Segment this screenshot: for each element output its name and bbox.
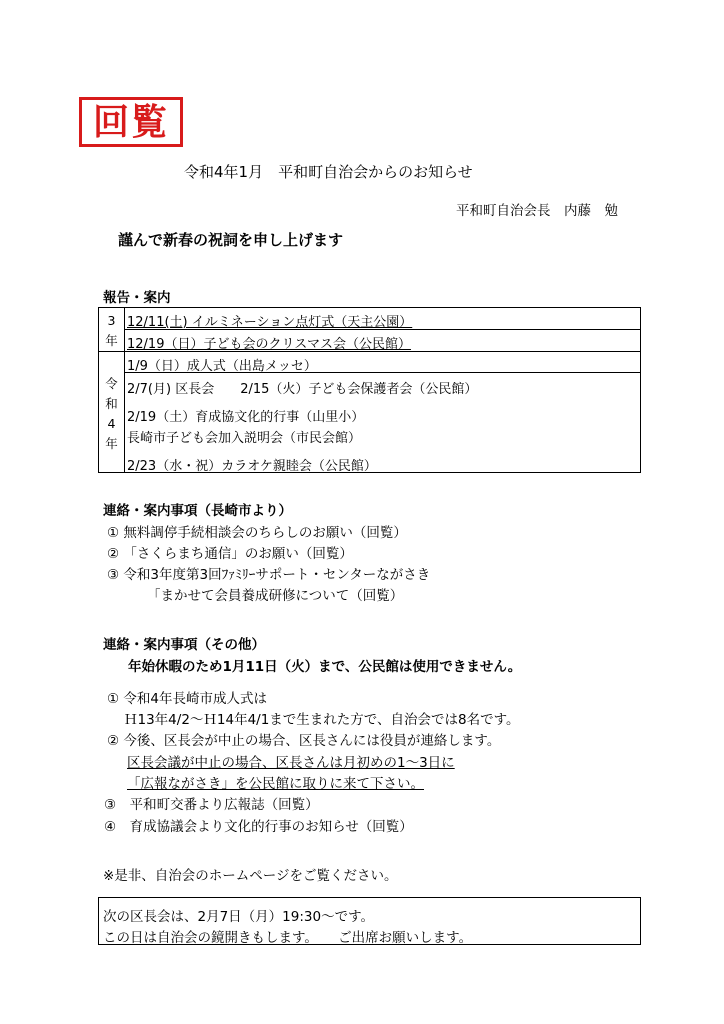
list-item: ③ 平和町交番より広報誌（回覧）	[104, 797, 319, 813]
new-year-greeting: 謹んで新春の祝詞を申し上げます	[118, 231, 344, 249]
report-heading: 報告・案内	[103, 290, 171, 306]
list-item: ② 「さくらまち通信」のお願い（回覧）	[107, 546, 353, 562]
event-row: 12/11(土) イルミネーション点灯式（天主公園）	[127, 315, 413, 330]
list-item: 「広報ながさき」を公民館に取りに来て下さい。	[127, 776, 424, 792]
list-item: ④ 育成協議会より文化的行事のお知らせ（回覧）	[104, 819, 413, 835]
event-row: 長崎市子ども会加入説明会（市民会館）	[127, 431, 362, 446]
event-row: 2/7(月) 区長会 2/15（火）子ども会保護者会（公民館）	[127, 382, 478, 397]
kairan-stamp: 回覧	[79, 97, 183, 147]
next-meeting-box	[98, 897, 641, 945]
page-title: 令和4年1月 平和町自治会からのお知らせ	[184, 163, 473, 181]
next-meeting-line: この日は自治会の鏡開きもします。 ご出席お願いします。	[103, 930, 473, 946]
list-item: Ｈ13年4/2～Ｈ14年4/1まで生まれた方で、自治会では8名です。	[124, 712, 520, 728]
event-row: 12/19（日）子ども会のクリスマス会（公民館）	[127, 337, 411, 352]
event-row: 2/23（水・祝）カラオケ親睦会（公民館）	[127, 459, 377, 474]
list-item: 区長会議が中止の場合、区長さんは月初めの1～3日に	[127, 755, 455, 771]
list-item: ① 令和4年長崎市成人式は	[107, 691, 267, 707]
report-table	[98, 307, 641, 473]
year-3-label: 3 年	[105, 313, 118, 348]
list-item: 「まかせて会員養成研修について（回覧）	[147, 588, 404, 604]
event-row: 2/19（土）育成協文化的行事（山里小）	[127, 410, 365, 425]
list-item: ① 無料調停手続相談会のちらしのお願い（回覧）	[107, 525, 407, 541]
event-row: 1/9（日）成人式（出島メッセ）	[127, 359, 317, 374]
author: 平和町自治会長 内藤 勉	[456, 203, 618, 219]
city-heading: 連絡・案内事項（長崎市より）	[103, 503, 292, 519]
year-r4-label: 令 和 4 年	[105, 376, 118, 451]
table-divider	[124, 308, 125, 472]
list-item: ② 今後、区長会が中止の場合、区長さんには役員が連絡します。	[107, 733, 501, 749]
other-heading: 連絡・案内事項（その他）	[103, 637, 265, 653]
list-item: ③ 令和3年度第3回ﾌｧﾐﾘｰサポート・センターながさき	[107, 567, 431, 583]
next-meeting-line: 次の区長会は、2月7日（月）19:30～です。	[103, 909, 375, 925]
homepage-note: ※是非、自治会のホームページをご覧ください。	[103, 868, 398, 884]
closure-notice: 年始休暇のため1月11日（火）まで、公民館は使用できません。	[128, 659, 522, 675]
